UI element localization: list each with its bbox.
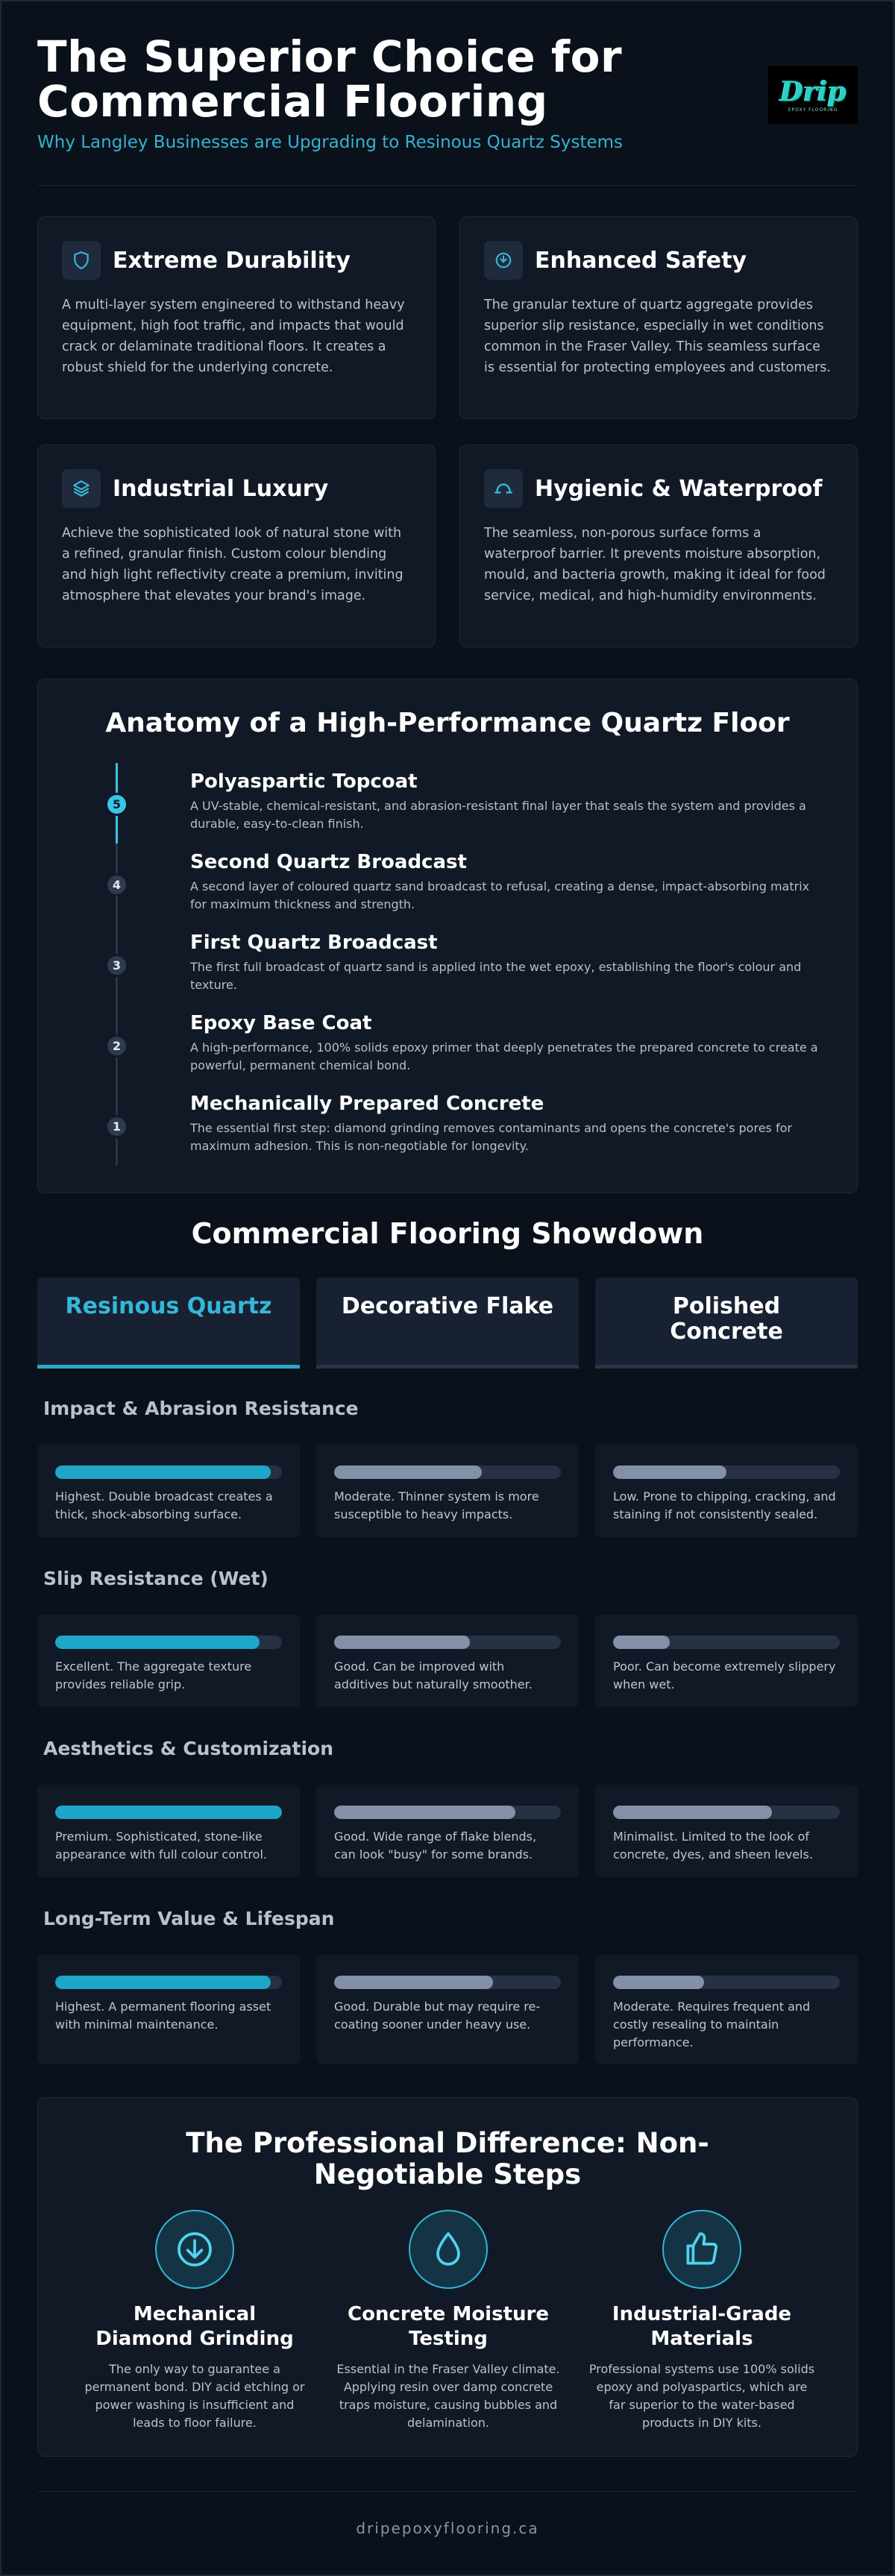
feature-card-luxury — [37, 444, 436, 647]
column-header-flake: Decorative Flake — [316, 1278, 579, 1369]
metric-cell — [595, 1445, 858, 1537]
rating-bar-fill — [55, 1636, 260, 1649]
metric-text: Minimalist. Limited to the look of concrete, dyes, and sheen levels. — [613, 1829, 813, 1862]
metric-title: Aesthetics & Customization — [43, 1738, 334, 1759]
metric-cell — [37, 1785, 300, 1877]
footer-site-link[interactable]: dripepoxyflooring.ca — [356, 2519, 539, 2537]
metric-cell — [595, 1615, 858, 1707]
step-name: Concrete Moisture Testing — [348, 2303, 549, 2350]
step-description: Professional systems use 100% solids epoxy and polyaspartics, which are far superior to the water-based products in DIY kits. — [588, 2362, 815, 2430]
anatomy-title: Anatomy of a High-Performance Quartz Floor — [105, 708, 790, 738]
column-header-quartz: Resinous Quartz — [37, 1278, 300, 1369]
brand-logo[interactable] — [768, 66, 858, 124]
metric-cell — [316, 1785, 579, 1877]
feature-title: Industrial Luxury — [113, 475, 329, 502]
arrow-down-circle-icon — [155, 2210, 234, 2289]
layer-description: The essential first step: diamond grinding removes contaminants and opens the concrete's pores for maximum adhesion. This is non-negotiable for longevity. — [190, 1121, 792, 1153]
metric-text: Good. Wide range of flake blends, can look "busy" for some brands. — [334, 1829, 537, 1862]
professional-steps — [68, 2210, 829, 2432]
header-divider — [37, 185, 858, 186]
layer-number: 1 — [105, 1115, 128, 1138]
page-title: The Superior Choice for Commercial Flooring — [37, 31, 623, 127]
layer-item — [98, 1085, 814, 1166]
metric-text: Highest. Double broadcast creates a thick, shock-absorbing surface. — [55, 1489, 273, 1521]
step-name: Mechanical Diamond Grinding — [95, 2303, 294, 2350]
professional-section — [37, 2097, 858, 2457]
rating-bar — [55, 1806, 282, 1819]
feature-description: The granular texture of quartz aggregate provides superior slip resistance, especially in wet conditions common in the Fraser Valley. This seamless surface is essential for protecting employees and customers. — [484, 298, 831, 375]
step-item — [321, 2210, 575, 2432]
rating-bar — [334, 1976, 561, 1989]
rating-bar-fill — [613, 1806, 772, 1819]
step-description: The only way to guarantee a permanent bond. DIY acid etching or power washing is insufficient and leads to floor failure. — [84, 2362, 305, 2430]
metric-impact — [37, 1398, 858, 1537]
layer-name: Second Quartz Broadcast — [190, 851, 467, 873]
layers-icon — [62, 469, 101, 508]
safety-badge-icon — [484, 241, 523, 280]
rating-bar — [613, 1976, 840, 1989]
metric-cell — [316, 1955, 579, 2064]
layer-description: A high-performance, 100% solids epoxy primer that deeply penetrates the prepared concrete to create a powerful, permanent chemical bond. — [190, 1040, 818, 1072]
metric-text: Excellent. The aggregate texture provides reliable grip. — [55, 1659, 252, 1691]
rating-bar — [613, 1806, 840, 1819]
layer-name: Mechanically Prepared Concrete — [190, 1093, 544, 1115]
feature-description: Achieve the sophisticated look of natural stone with a refined, granular finish. Custom colour blending and high light reflectivity create a premium, inviting atmosphere that elevates your brand's image. — [62, 526, 403, 603]
layer-item — [98, 844, 814, 924]
rating-bar — [613, 1636, 840, 1649]
layer-description: The first full broadcast of quartz sand is applied into the wet epoxy, establishing the floor's colour and texture. — [190, 960, 802, 992]
page-subtitle: Why Langley Businesses are Upgrading to Resinous Quartz Systems — [37, 133, 623, 152]
rating-bar — [55, 1636, 282, 1649]
step-item — [575, 2210, 829, 2432]
rating-bar-fill — [613, 1976, 704, 1989]
metric-text: Premium. Sophisticated, stone-like appearance with full colour control. — [55, 1829, 267, 1862]
column-header-polished: Polished Concrete — [595, 1278, 858, 1369]
step-name: Industrial-Grade Materials — [612, 2303, 792, 2350]
layer-number: 3 — [105, 954, 128, 977]
rating-bar — [334, 1466, 561, 1479]
feature-description: A multi-layer system engineered to withstand heavy equipment, high foot traffic, and impacts that would crack or delaminate traditional floors. It creates a robust shield for the underlying concrete. — [62, 298, 405, 375]
layer-item — [98, 1005, 818, 1085]
feature-card-durability — [37, 216, 436, 419]
layer-number: 5 — [105, 793, 128, 816]
metric-text: Highest. A permanent flooring asset with minimal maintenance. — [55, 1999, 271, 2032]
metric-cell — [37, 1445, 300, 1537]
metric-title: Impact & Abrasion Resistance — [43, 1398, 359, 1419]
metric-slip — [37, 1568, 858, 1707]
feature-grid — [37, 216, 858, 647]
feature-title: Extreme Durability — [113, 247, 351, 274]
rating-bar-fill — [55, 1466, 271, 1479]
layer-name: First Quartz Broadcast — [190, 932, 438, 954]
rating-bar — [613, 1466, 840, 1479]
feature-card-safety — [459, 216, 858, 419]
feature-card-hygienic — [459, 444, 858, 647]
metric-aesthetics — [37, 1738, 858, 1877]
feature-description: The seamless, non-porous surface forms a waterproof barrier. It prevents moisture absorption, mould, and bacteria growth, making it ideal for food service, medical, and high-humidity environments. — [484, 526, 826, 603]
layer-item — [98, 763, 814, 844]
metric-value — [37, 1908, 858, 2064]
metric-text: Good. Durable but may require re-coating sooner under heavy use. — [334, 1999, 541, 2032]
metric-text: Moderate. Requires frequent and costly resealing to maintain performance. — [613, 1999, 811, 2049]
metric-cell — [595, 1785, 858, 1877]
layer-number: 4 — [105, 873, 128, 896]
page-header — [37, 31, 858, 183]
rating-bar — [334, 1806, 561, 1819]
rating-bar-fill — [55, 1806, 282, 1819]
rating-bar-fill — [55, 1976, 271, 1989]
rating-bar-fill — [334, 1976, 493, 1989]
layer-name: Polyaspartic Topcoat — [190, 770, 418, 793]
rating-bar — [55, 1976, 282, 1989]
showdown-title: Commercial Flooring Showdown — [191, 1217, 704, 1250]
layer-description: A UV-stable, chemical-resistant, and abrasion-resistant final layer that seals the system and provides a durable, easy-to-clean finish. — [190, 799, 806, 831]
metric-title: Long-Term Value & Lifespan — [43, 1908, 335, 1929]
professional-title: The Professional Difference: Non-Negotiable Steps — [186, 2127, 709, 2190]
layer-list — [98, 763, 818, 1166]
logo-tagline: EPOXY FLOORING — [788, 107, 838, 113]
layer-description: A second layer of coloured quartz sand broadcast to refusal, creating a dense, impact-absorbing matrix for maximum thickness and strength. — [190, 879, 810, 911]
layer-item — [98, 924, 814, 1005]
metric-cell — [37, 1955, 300, 2064]
footer-divider — [37, 2491, 858, 2492]
thumbs-up-icon — [662, 2210, 741, 2289]
rating-bar-fill — [334, 1466, 482, 1479]
logo-wordmark: Drip — [779, 75, 847, 107]
metric-cell — [316, 1615, 579, 1707]
metric-text: Good. Can be improved with additives but naturally smoother. — [334, 1659, 533, 1691]
metric-title: Slip Resistance (Wet) — [43, 1568, 268, 1589]
layer-name: Epoxy Base Coat — [190, 1012, 372, 1034]
metric-text: Poor. Can become extremely slippery when wet. — [613, 1659, 836, 1691]
step-description: Essential in the Fraser Valley climate. Applying resin over damp concrete traps moisture, causing bubbles and delamination. — [336, 2362, 560, 2430]
layer-number: 2 — [105, 1034, 128, 1058]
rating-bar — [334, 1636, 561, 1649]
metric-cell — [316, 1445, 579, 1537]
rating-bar-fill — [613, 1636, 670, 1649]
dome-icon — [484, 469, 523, 508]
feature-title: Enhanced Safety — [535, 247, 747, 274]
feature-title: Hygienic & Waterproof — [535, 475, 823, 502]
comparison-columns — [37, 1278, 858, 1369]
droplet-icon — [409, 2210, 488, 2289]
rating-bar — [55, 1466, 282, 1479]
shield-icon — [62, 241, 101, 280]
rating-bar-fill — [613, 1466, 726, 1479]
rating-bar-fill — [334, 1806, 515, 1819]
metric-cell — [595, 1955, 858, 2064]
step-item — [68, 2210, 321, 2432]
metric-text: Low. Prone to chipping, cracking, and staining if not consistently sealed. — [613, 1489, 836, 1521]
rating-bar-fill — [334, 1636, 470, 1649]
metric-cell — [37, 1615, 300, 1707]
metric-text: Moderate. Thinner system is more susceptible to heavy impacts. — [334, 1489, 539, 1521]
anatomy-section — [37, 679, 858, 1193]
